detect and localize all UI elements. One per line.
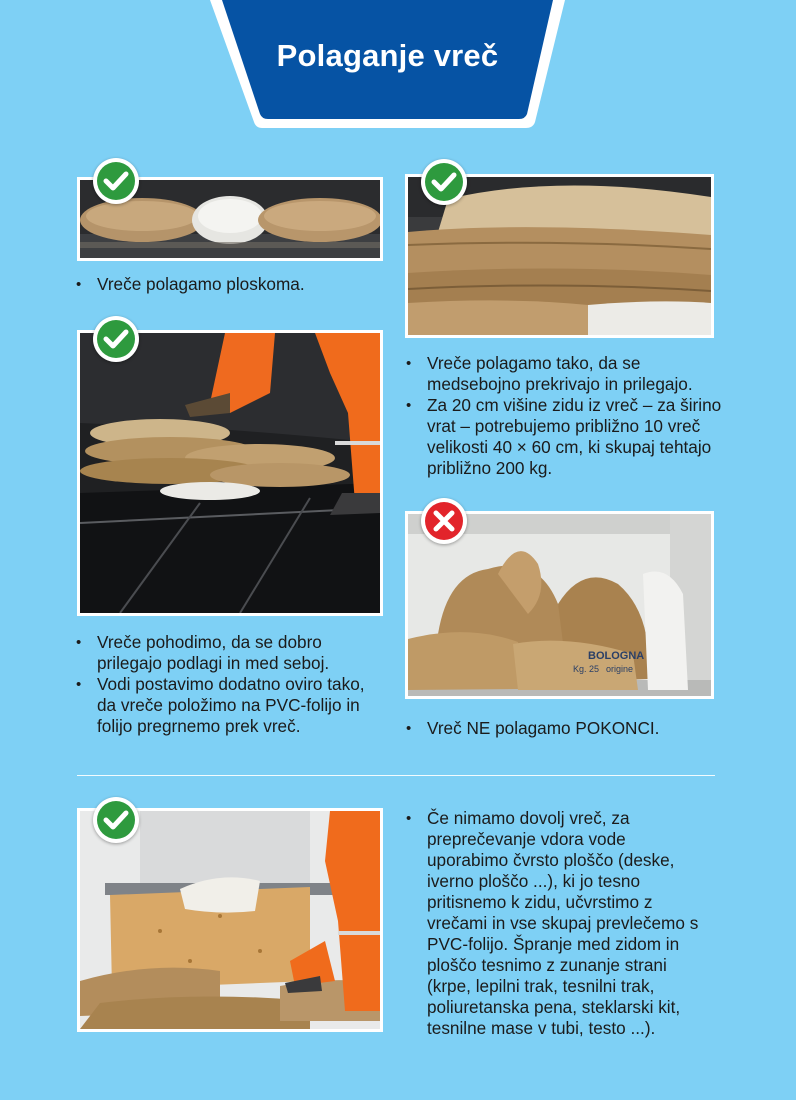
page-title: Polaganje vreč <box>276 38 499 73</box>
check-icon <box>93 158 139 204</box>
bag-print-3: origine <box>606 664 634 674</box>
check-icon <box>421 159 467 205</box>
bullets-flat <box>75 274 375 295</box>
bag-print-1: BOLOGNA <box>588 650 645 662</box>
list-item: • Vreče pohodimo, da se dobro prilegajo podlagi in med seboj. <box>75 632 387 674</box>
bag-print-2: Kg. 25 <box>573 664 600 674</box>
bullets-trample <box>75 632 387 737</box>
list-item: • Vreče polagamo tako, da se medsebojno prekrivajo in prilegajo. <box>405 353 723 395</box>
list-item: • Vodi postavimo dodatno oviro tako, da vreče položimo na PVC-folijo in folijo pregrnemo prek vreč. <box>75 674 387 737</box>
check-icon <box>93 797 139 843</box>
title-banner <box>210 0 565 130</box>
list-item: • Če nimamo dovolj vreč, za preprečevanje vdora vode uporabimo čvrsto ploščo (deske, iverno ploščo ...), ki jo tesno pritisnemo k zidu, učvrstimo z vrečami in vse skupaj prevlečemo s PVC-folijo. Špranje med zidom in ploščo tesnimo z zunanje strani (krpe, lepilni trak, tesnilni trak, poliuretanska pena, steklarski kit, tesnilne mase v tubi, testo ...). <box>405 808 705 1039</box>
list-item: • Za 20 cm višine zidu iz vreč – za širino vrat – potrebujemo približno 10 vreč velikosti 40 × 60 cm, ki skupaj tehtajo približno 200 kg. <box>405 395 723 479</box>
list-item: • Vreč NE polagamo POKONCI. <box>405 718 723 739</box>
check-icon <box>93 316 139 362</box>
cross-icon <box>421 498 467 544</box>
bullets-upright <box>405 718 723 739</box>
bullets-overlap <box>405 353 723 479</box>
list-item: • Vreče polagamo ploskoma. <box>75 274 375 295</box>
section-divider <box>77 775 715 776</box>
photo-worker-trampling <box>77 330 383 616</box>
bullets-board <box>405 808 705 1039</box>
